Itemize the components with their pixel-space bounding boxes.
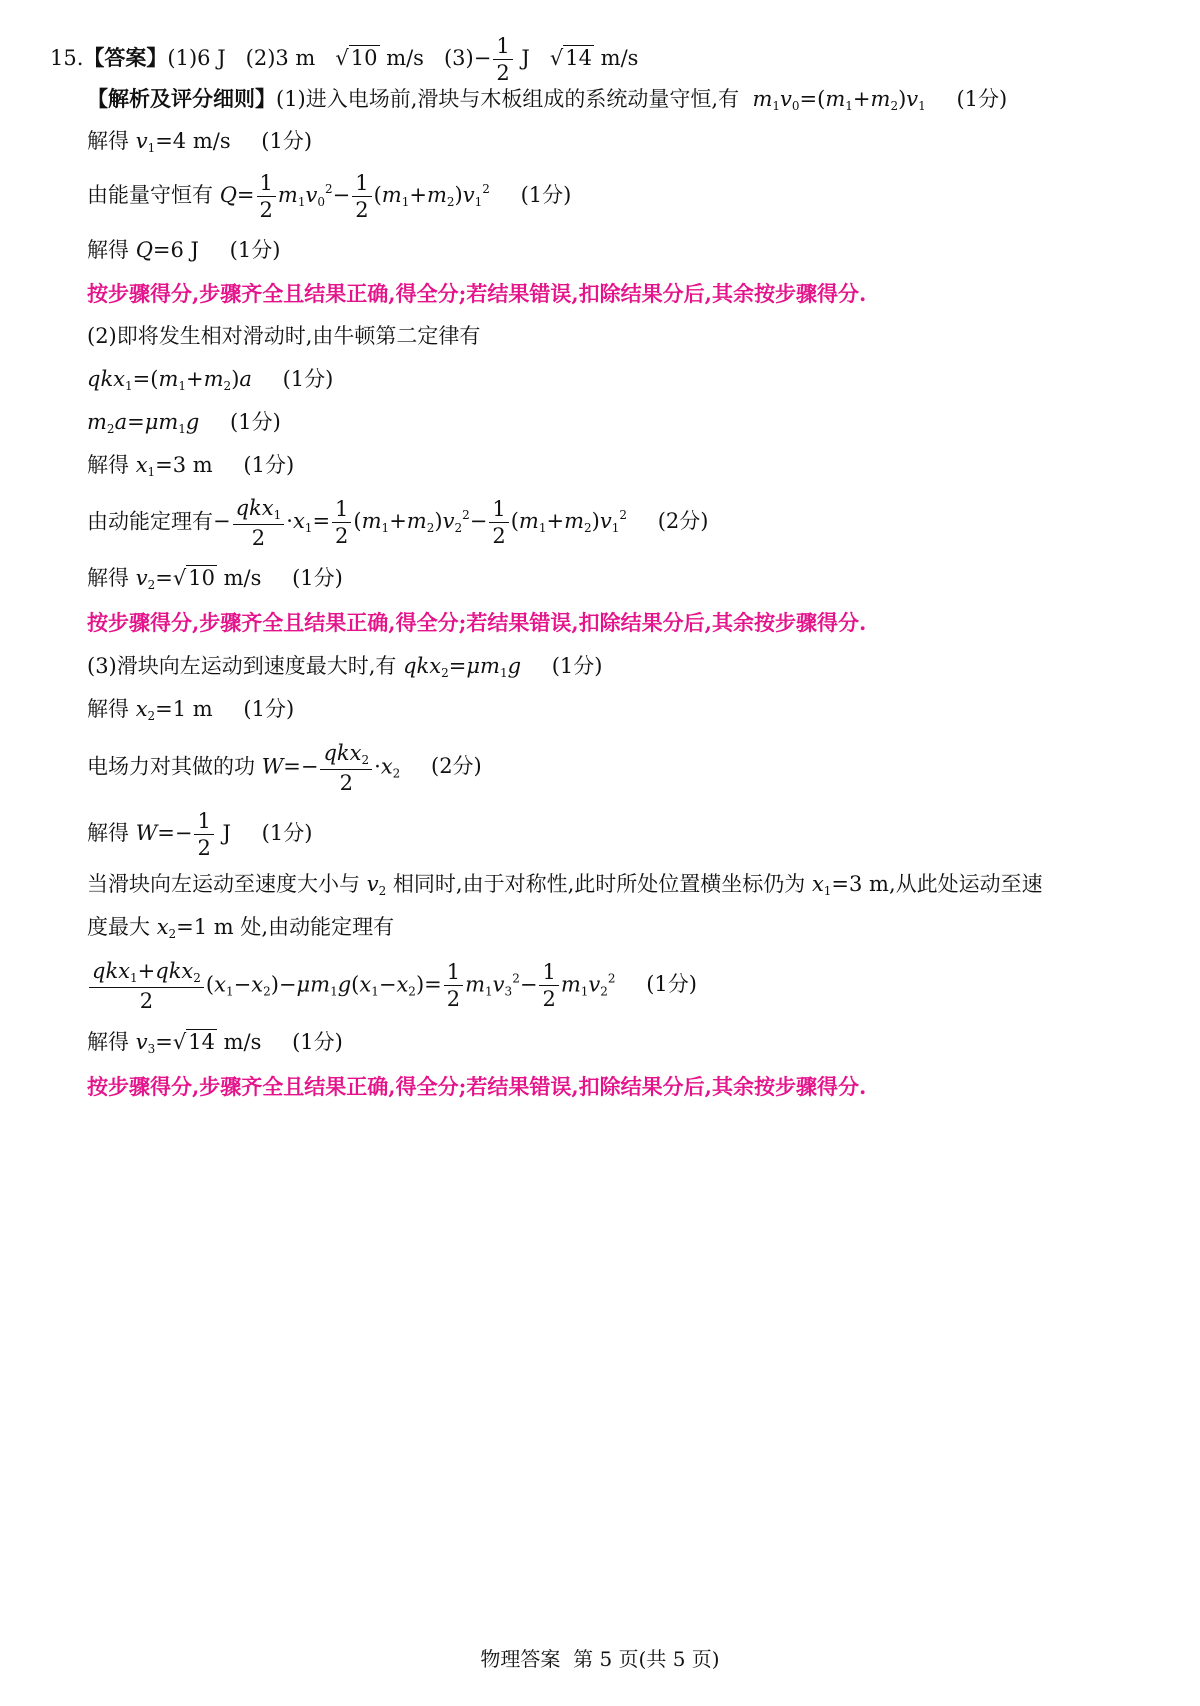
work-intro: 电场力对其做的功: [87, 754, 255, 779]
solve-label: 解得: [87, 821, 129, 846]
v2-sqrt: 10: [188, 566, 215, 590]
score-mark: (1分): [230, 410, 281, 434]
symmetry-text-d: 度最大: [87, 915, 150, 939]
q-value: =6 J: [152, 238, 199, 262]
solve-q-line: 解得 Q=6 J (1分): [87, 238, 281, 262]
final-kinetic-equation: $\frac{qkx_1+qkx_2}{2}$ $(x_1-x_2)-\mu m_1g(x_1-x_2)=$ $\frac{1}{2}$ $m_1v_3^2-$ $\frac{1}{2}$ $m_1v_2^2$ (1分): [87, 960, 697, 1012]
score-mark: (1分): [243, 453, 295, 477]
kinetic-equation: − $\frac{qkx_1}{2}$ $\cdot x_1=$ $\frac{1}{2}$ $(m_1+m_2)v_2^2-$ $\frac{1}{2}$ $(m_1+m_2)v_1^2$: [213, 496, 627, 550]
x2-value: =1 m: [155, 697, 213, 721]
part3-intro: (3)滑块向左运动到速度最大时,有: [87, 654, 397, 678]
score-mark: (1分): [261, 821, 313, 846]
solve-label: 解得: [87, 697, 129, 721]
score-mark: (1分): [646, 972, 697, 997]
page-footer: 物理答案 第 5 页(共 5 页): [480, 1647, 720, 1671]
v3-sqrt: 14: [188, 1030, 215, 1054]
solve-x2-line: 解得 $x_2=1$ m (1分): [87, 697, 295, 723]
solve-label: 解得: [87, 129, 129, 153]
part2-intro: (2)即将发生相对滑动时,由牛顿第二定律有: [87, 324, 481, 348]
analysis-intro-line: [87, 88, 1007, 112]
part3-intro-line: (3)滑块向左运动到速度最大时,有 $qkx_2=\mu m_1g$ (1分): [87, 654, 603, 680]
newton-equation-2: $m_2a=\mu m_1g$ (1分): [87, 410, 281, 436]
x1-value: =3 m: [155, 453, 213, 477]
answer-part-2: (2)3 m: [245, 46, 316, 71]
solve-label: 解得: [87, 1030, 129, 1054]
energy-equation: Q= $\frac{1}{2}$ $m_1v_0^2-$ $\frac{1}{2}$ $(m_1+m_2)v_1^2$: [219, 171, 490, 223]
work-line: 电场力对其做的功 W=− $\frac{qkx_2}{2}$ $\cdot x_2$ (2分): [87, 741, 482, 795]
symmetry-line-2: 度最大 $x_2=1$ m 处,由动能定理有: [87, 915, 395, 941]
momentum-equation: $m_1v_0=(m_1+m_2)v_1$: [752, 87, 926, 113]
solve-v3-line: 解得 $v_3=√14$ m/s (1分): [87, 1030, 343, 1056]
score-mark: (1分): [261, 129, 313, 153]
answer-sqrt-14: √14: [549, 46, 592, 71]
score-mark: (1分): [229, 238, 281, 262]
answer-p3-unit: J: [521, 46, 530, 71]
symmetry-text-e: =1 m 处,由动能定理有: [176, 915, 395, 939]
scoring-note: 按步骤得分,步骤齐全且结果正确,得全分;若结果错误,扣除结果分后,其余按步骤得分.: [87, 281, 867, 306]
kinetic-theorem-label: 由动能定理有: [87, 509, 213, 534]
score-mark: (2分): [657, 509, 709, 534]
score-mark: (2分): [431, 754, 482, 779]
newton-equation-1: $qkx_1=(m_1+m_2)a$ (1分): [87, 367, 334, 393]
score-mark: (1分): [292, 566, 343, 590]
score-mark: (1分): [956, 87, 1008, 111]
answer-part-1: (1)6 J: [167, 46, 226, 71]
analysis-label: 【解析及评分细则】: [87, 86, 276, 111]
symmetry-line-1: 当滑块向左运动至速度大小与 $v_2$ 相同时,由于对称性,此时所处位置横坐标仍为 $x_1=3$ m,从此处运动至速: [87, 872, 1043, 898]
v3-unit: m/s: [223, 1030, 262, 1054]
answer-p2-unit: m/s: [386, 46, 424, 71]
symmetry-text-c: =3 m,从此处运动至速: [831, 872, 1043, 896]
solve-label: 解得: [87, 453, 129, 477]
symmetry-text-a: 当滑块向左运动至速度大小与: [87, 872, 360, 896]
scoring-note: 按步骤得分,步骤齐全且结果正确,得全分;若结果错误,扣除结果分后,其余按步骤得分.: [87, 1074, 867, 1099]
v2-unit: m/s: [223, 566, 262, 590]
w-unit: J: [222, 821, 231, 846]
answer-p3-speed-unit: m/s: [600, 46, 639, 71]
energy-conservation-line: [87, 172, 571, 221]
solve-v2-line: 解得 $v_2=√10$ m/s (1分): [87, 566, 343, 592]
v1-value: =4 m/s: [155, 129, 231, 153]
fraction-half: $\frac{1}{2}$: [493, 35, 512, 84]
answer-part-3: (3)−: [443, 46, 492, 71]
solve-label: 解得: [87, 566, 129, 590]
answer-line: [50, 35, 638, 84]
score-mark: (1分): [292, 1030, 343, 1054]
answer-sqrt-10: √10: [335, 46, 378, 71]
answer-label: 【答案】: [83, 45, 168, 71]
symmetry-text-b: 相同时,由于对称性,此时所处位置横坐标仍为: [392, 872, 806, 896]
solve-w-line: 解得 W=− $\frac{1}{2}$ J (1分): [87, 809, 313, 861]
question-number: 15.: [50, 46, 84, 71]
energy-conservation-label: 由能量守恒有: [87, 183, 213, 208]
solve-v1-line: 解得 $v_1=4$ m/s (1分): [87, 129, 313, 155]
score-mark: (1分): [551, 654, 603, 678]
solve-label: 解得: [87, 238, 129, 262]
solve-x1-line: 解得 $x_1=3$ m (1分): [87, 453, 295, 479]
part1-intro: (1)进入电场前,滑块与木板组成的系统动量守恒,有: [276, 87, 740, 111]
score-mark: (1分): [520, 183, 572, 208]
score-mark: (1分): [243, 697, 295, 721]
scoring-note: 按步骤得分,步骤齐全且结果正确,得全分;若结果错误,扣除结果分后,其余按步骤得分.: [87, 610, 867, 635]
kinetic-theorem-line: [87, 497, 708, 549]
score-mark: (1分): [282, 367, 334, 391]
